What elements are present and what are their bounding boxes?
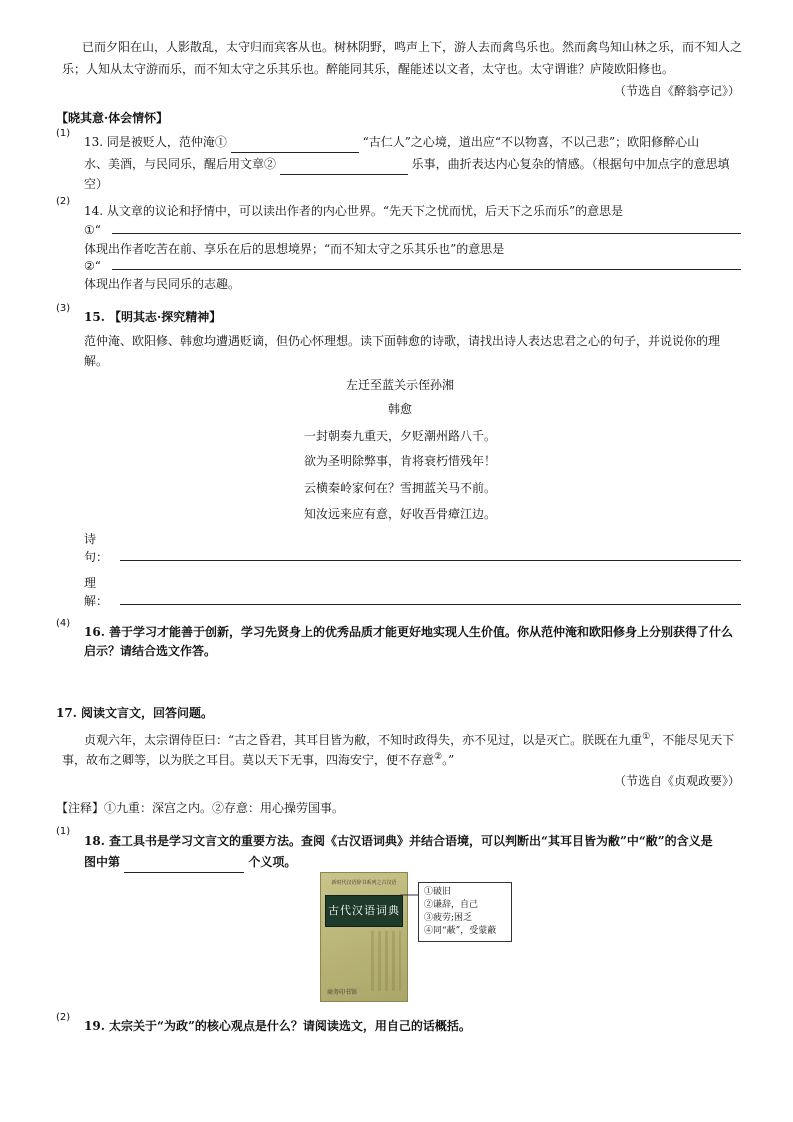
q15-poem-line-answer[interactable]: [120, 560, 741, 561]
question-13: [84, 131, 754, 153]
poem-line: 一封朝奏九重天，夕贬潮州路八千。: [303, 429, 496, 443]
q14-blank-2-label: ②“: [84, 259, 101, 273]
q13-blank-1[interactable]: [231, 138, 359, 153]
q18-blank[interactable]: [124, 858, 244, 873]
q15-title: 15. 【明其志·探究精神】: [84, 310, 222, 324]
q13-text-d: 乐事，曲折表达内心复杂的情感。（根据句中加点字的意思填: [411, 157, 730, 171]
book-cover-texture: [371, 931, 401, 991]
q14-end: 体现出作者与民同乐的志趣。: [84, 277, 241, 291]
question-marker: (2): [56, 196, 71, 207]
q15-prompt: 范仲淹、欧阳修、韩愈均遭遇贬谪，但仍心怀理想。读下面韩愈的诗歌，请找出诗人表达忠君之心的句子，并说说你的理: [84, 334, 721, 348]
question-marker: (1): [56, 826, 71, 837]
dictionary-cover-image: [320, 872, 408, 1002]
dictionary-entry: ①破旧: [424, 887, 452, 897]
passage-line: 乐；人知从太守游而乐，而不知太守之乐其乐也。醉能同其乐，醒能述以文者，太守也。太守谓谁？庐陵欧阳修也。: [62, 62, 675, 76]
section-heading: 【晓其意·体会情怀】: [56, 111, 169, 125]
q17-note: 【注释】①九重：深宫之内。②存意：用心操劳国事。: [56, 801, 345, 815]
q14-blank-1-label: ①“: [84, 223, 101, 237]
q17-text: ，不能尽见天下: [650, 733, 735, 747]
q14-blank-2[interactable]: [112, 269, 741, 270]
label-understanding: 理: [84, 576, 97, 590]
q17-source: （节选自《贞观政要》）: [613, 774, 740, 788]
q17-text: 贞观六年，太宗谓侍臣曰：“古之昏君，其耳目皆为敝，不知时政得失，亦不见过，以是灭亡。朕既在九重: [84, 733, 643, 747]
poem-line: 知汝远来应有意，好收吾骨瘴江边。: [303, 507, 496, 521]
q19-text: 19. 太宗关于“为政”的核心观点是什么？请阅读选文，用自己的话概括。: [84, 1019, 471, 1033]
q14-blank-1[interactable]: [112, 233, 741, 234]
poem-author: 韩愈: [387, 402, 412, 416]
poem-title: 左迁至蓝关示侄孙湘: [345, 378, 454, 392]
q17-passage-line: [62, 746, 762, 771]
dictionary-entry: ④同“蔽”，受蒙蔽: [424, 926, 497, 936]
q16-text: 16. 善于学习才能善于创新，学习先贤身上的优秀品质才能更好地实现人生价值。你从范仲淹和欧阳修身上分别获得了什么: [84, 625, 734, 639]
label-poem-line: 句：: [84, 550, 109, 564]
book-series-text: 新时代汉语辞书系列之古汉语: [331, 880, 397, 886]
q18-text: 个义项。: [248, 855, 297, 869]
label-understanding: 解：: [84, 594, 109, 608]
book-publisher: 商务印书馆: [327, 989, 358, 996]
passage-line: 已而夕阳在山，人影散乱，太守归而宾客从也。树林阴野，鸣声上下，游人去而禽鸟乐也。然而禽鸟知山林之乐，而不知人之: [82, 40, 743, 54]
poem-line: 欲为圣明除弊事，肯将衰朽惜残年！: [303, 454, 496, 468]
dictionary-entry: ③疲劳;困乏: [424, 913, 473, 923]
question-marker: (3): [56, 303, 71, 314]
passage-source: （节选自《醉翁亭记》）: [613, 84, 740, 98]
q18-text: 图中第: [84, 855, 121, 869]
q14-intro: 14. 从文章的议论和抒情中，可以读出作者的内心世界。“先天下之忧而忧，后天下之乐而乐”的意思是: [84, 204, 624, 218]
footnote-mark: ①: [642, 732, 651, 742]
dictionary-entry: ②谦辞，自己: [424, 900, 479, 910]
book-title: 古代汉语词典: [328, 904, 400, 917]
q13-text-c: 水、美酒，与民同乐，醒后用文章②: [84, 157, 277, 171]
q13-blank-2[interactable]: [280, 160, 408, 175]
q16-text: 启示？请结合选文作答。: [84, 644, 217, 658]
label-poem-line: 诗: [84, 532, 97, 546]
q17-title: 17. 阅读文言文，回答问题。: [56, 706, 214, 720]
q17-text: 。”: [442, 753, 455, 767]
q14-mid: 体现出作者吃苦在前、享乐在后的思想境界；“而不知太守之乐其乐也”的意思是: [84, 242, 505, 256]
q13-text-e: 空）: [84, 177, 109, 191]
question-marker: (4): [56, 618, 71, 629]
q18-text: 18. 查工具书是学习文言文的重要方法。查阅《古汉语词典》并结合语境，可以判断出“其耳目皆为敝”中“敝”的含义是: [84, 834, 713, 848]
q13-text-a: 13. 同是被贬人，范仲淹①: [84, 135, 227, 149]
book-title-band: [325, 895, 403, 927]
poem-line: 云横秦岭家何在？雪拥蓝关马不前。: [303, 481, 496, 495]
question-marker: (1): [56, 128, 71, 139]
q13-text-b: “古仁人”之心境，道出应“不以物喜，不以己悲”；欧阳修醉心山: [362, 135, 700, 149]
q15-prompt: 解。: [84, 354, 109, 368]
dictionary-entries-box: [418, 882, 512, 942]
q15-understanding-answer[interactable]: [120, 604, 741, 605]
question-marker: (2): [56, 1012, 71, 1023]
q17-text: 事，故布之卿等，以为朕之耳目。莫以天下无事，四海安宁，便不存意: [62, 753, 435, 767]
footnote-mark: ②: [434, 752, 443, 762]
